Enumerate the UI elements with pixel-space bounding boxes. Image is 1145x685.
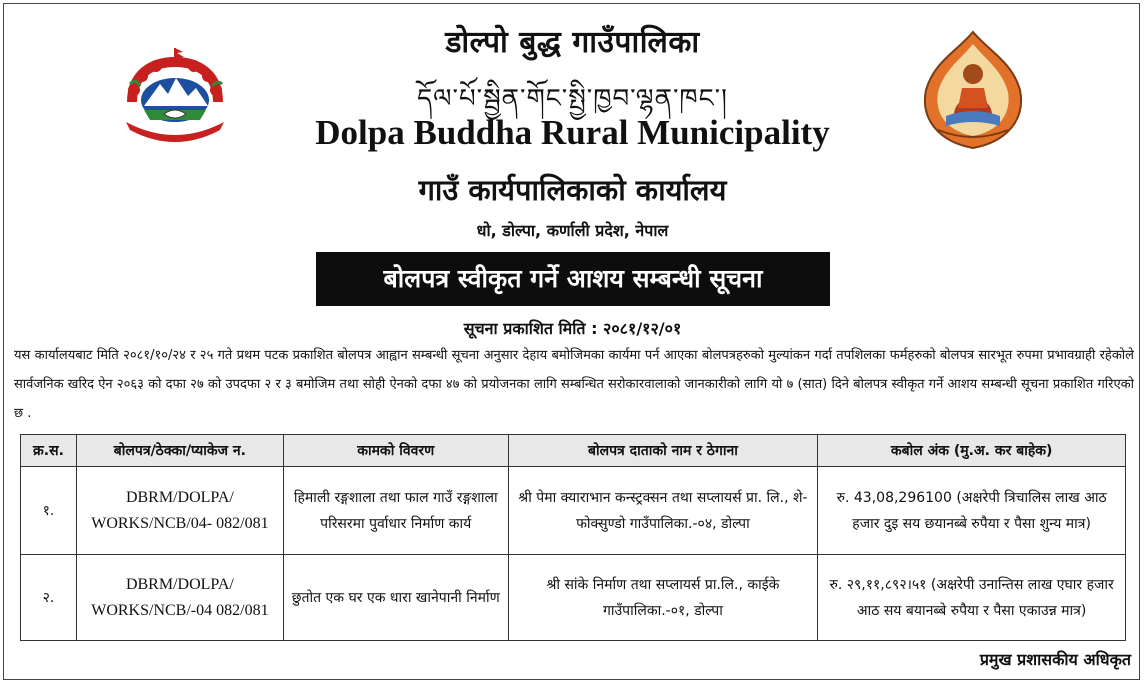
col-header-package: बोलपत्र/ठेक्का/प्याकेज न. bbox=[76, 435, 283, 467]
tender-table bbox=[20, 434, 1126, 641]
municipality-name-tibetan: དོལ་པོ་སྦྱིན་གོང་སྤྱི་ཁྱབ་ལྷན་ཁང་། bbox=[417, 84, 728, 114]
signatory-title: प्रमुख प्रशासकीय अधिकृत bbox=[979, 650, 1131, 669]
office-address: धो, डोल्पा, कर्णाली प्रदेश, नेपाल bbox=[476, 221, 669, 240]
cell-amount: रु. २९,११,८९२।५१ (अक्षरेपी उनान्तिस लाख एघार हजार आठ सय बयानब्बे रुपैया र पैसा एकाउन्न मात्र) bbox=[818, 555, 1126, 641]
table-header-row bbox=[21, 435, 1126, 467]
col-header-work: कामको विवरण bbox=[283, 435, 508, 467]
cell-package: DBRM/DOLPA/ WORKS/NCB/04- 082/081 bbox=[76, 467, 283, 555]
municipality-name-nepali: डोल्पो बुद्ध गाउँपालिका bbox=[445, 25, 700, 60]
notice-body: यस कार्यालयबाट मिति २०८१/१०/२४ र २५ गते प्रथम पटक प्रकाशित बोलपत्र आह्वान सम्बन्धी सूचना अनुसार देहाय बमोजिमका कार्यमा पर्न आएका बोलपत्रहरुको मुल्यांकन गर्दा तपशिलका फर्महरुको बोलपत्र सारभूत रुपमा प्रभावग्राही रहेकोले सार्वजनिक खरिद ऐन २०६३ को दफा २७ को उपदफा २ र ३ बमोजिम तथा सोही ऐनको दफा ४७ को प्रयोजनका लागि सम्बन्धित सरोकारवालाको जानकारीको लागि यो ७ (सात) दिने बोलपत्र स्वीकृत गर्ने आशय सम्बन्धी सूचना प्रकाशित गरिएको छ . bbox=[14, 348, 1134, 421]
cell-bidder: श्री पेमा क्याराभान कन्स्ट्रक्सन तथा सप्लायर्स प्रा. लि., शे-फोक्सुण्डो गाउँपालिका.-०४, डोल्पा bbox=[508, 467, 818, 555]
cell-bidder: श्री सांके निर्माण तथा सप्लायर्स प्रा.लि., काईके गाउँपालिका.-०१, डोल्पा bbox=[508, 555, 818, 641]
table-row bbox=[21, 555, 1126, 641]
cell-sn: २. bbox=[21, 555, 77, 641]
col-header-bidder: बोलपत्र दाताको नाम र ठेगाना bbox=[508, 435, 818, 467]
table-row bbox=[21, 467, 1126, 555]
office-name: गाउँ कार्यपालिकाको कार्यालय bbox=[418, 173, 727, 207]
col-header-sn: क्र.स. bbox=[21, 435, 77, 467]
cell-work: हिमाली रङ्गशाला तथा फाल गाउँ रङ्गशाला परिसरमा पुर्वाधार निर्माण कार्य bbox=[283, 467, 508, 555]
col-header-amount: कबोल अंक (मु.अ. कर बाहेक) bbox=[818, 435, 1126, 467]
notice-title-banner: बोलपत्र स्वीकृत गर्ने आशय सम्बन्धी सूचना bbox=[316, 252, 830, 306]
cell-sn: १. bbox=[21, 467, 77, 555]
cell-work: छुतोत एक घर एक धारा खानेपानी निर्माण bbox=[283, 555, 508, 641]
municipality-name-english: Dolpa Buddha Rural Municipality bbox=[315, 113, 830, 152]
published-date: सूचना प्रकाशित मिति : २०८१/१२/०१ bbox=[463, 319, 682, 338]
cell-package: DBRM/DOLPA/ WORKS/NCB/-04 082/081 bbox=[76, 555, 283, 641]
cell-amount: रु. 43,08,296100 (अक्षरेपी त्रिचालिस लाख आठ हजार दुइ सय छयानब्बे रुपैया र पैसा शुन्य मात्र) bbox=[818, 467, 1126, 555]
